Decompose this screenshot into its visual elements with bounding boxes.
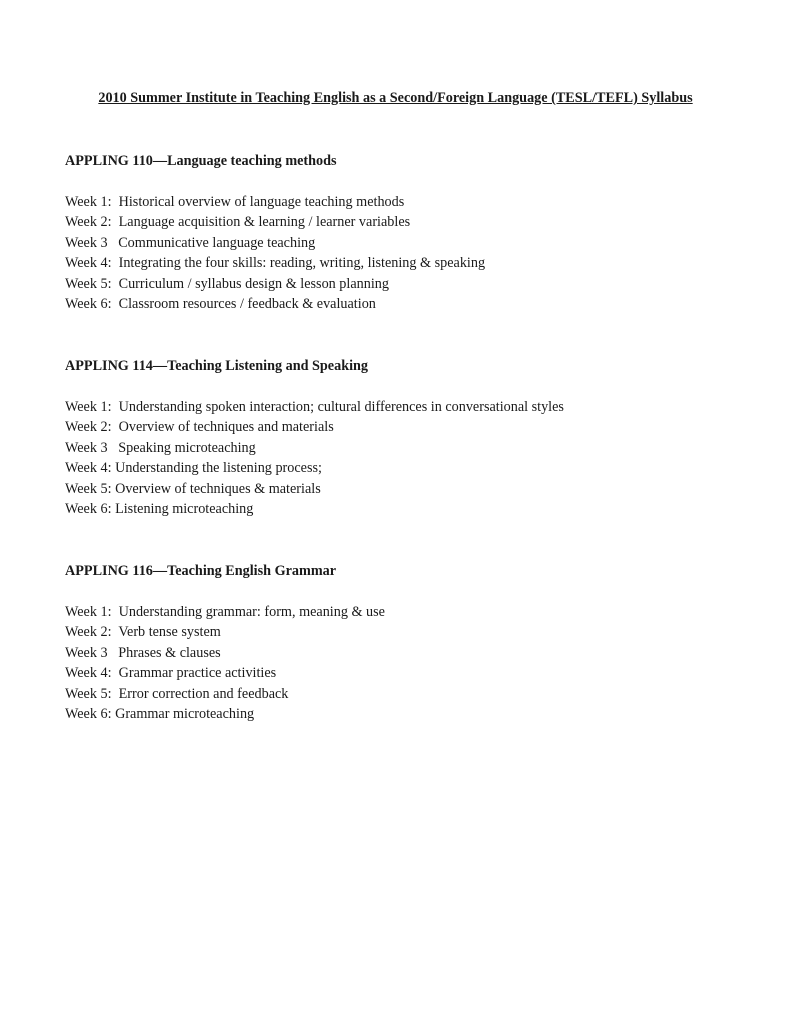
week-item: Week 5: Overview of techniques & materials bbox=[65, 480, 321, 497]
week-item: Week 6: Classroom resources / feedback & evaluation bbox=[65, 296, 376, 312]
week-item: Week 5: Curriculum / syllabus design & lesson planning bbox=[65, 275, 389, 292]
week-item: Week 1: Understanding grammar: form, meaning & use bbox=[65, 603, 385, 620]
week-item: Week 4: Understanding the listening process; bbox=[65, 460, 322, 476]
week-item: Week 2: Overview of techniques and materials bbox=[65, 419, 334, 435]
week-item: Week 3 Phrases & clauses bbox=[65, 644, 221, 661]
week-item: Week 4: Integrating the four skills: reading, writing, listening & speaking bbox=[65, 255, 486, 271]
week-item: Week 3 Communicative language teaching bbox=[65, 234, 316, 251]
course-heading: APPLING 110—Language teaching methods bbox=[65, 153, 337, 169]
document-title: 2010 Summer Institute in Teaching English as a Second/Foreign Language (TESL/TEFL) Syllabus bbox=[98, 90, 693, 106]
course-heading: APPLING 116—Teaching English Grammar bbox=[65, 563, 337, 579]
week-item: Week 4: Grammar practice activities bbox=[65, 665, 277, 681]
week-list bbox=[65, 602, 385, 725]
course-heading: APPLING 114—Teaching Listening and Speaking bbox=[65, 358, 369, 374]
week-item: Week 1: Understanding spoken interaction; cultural differences in conversational styles bbox=[65, 398, 564, 415]
week-item: Week 2: Verb tense system bbox=[65, 624, 221, 640]
week-list bbox=[65, 397, 564, 520]
course-section-appling-116 bbox=[65, 561, 385, 725]
week-item: Week 6: Grammar microteaching bbox=[65, 706, 255, 722]
week-item: Week 5: Error correction and feedback bbox=[65, 685, 289, 702]
week-item: Week 3 Speaking microteaching bbox=[65, 439, 256, 456]
week-list bbox=[65, 192, 485, 315]
week-item: Week 2: Language acquisition & learning / learner variables bbox=[65, 214, 411, 230]
course-section-appling-114 bbox=[65, 356, 564, 520]
week-item: Week 1: Historical overview of language teaching methods bbox=[65, 193, 405, 210]
course-section-appling-110 bbox=[65, 151, 485, 315]
week-item: Week 6: Listening microteaching bbox=[65, 501, 254, 517]
